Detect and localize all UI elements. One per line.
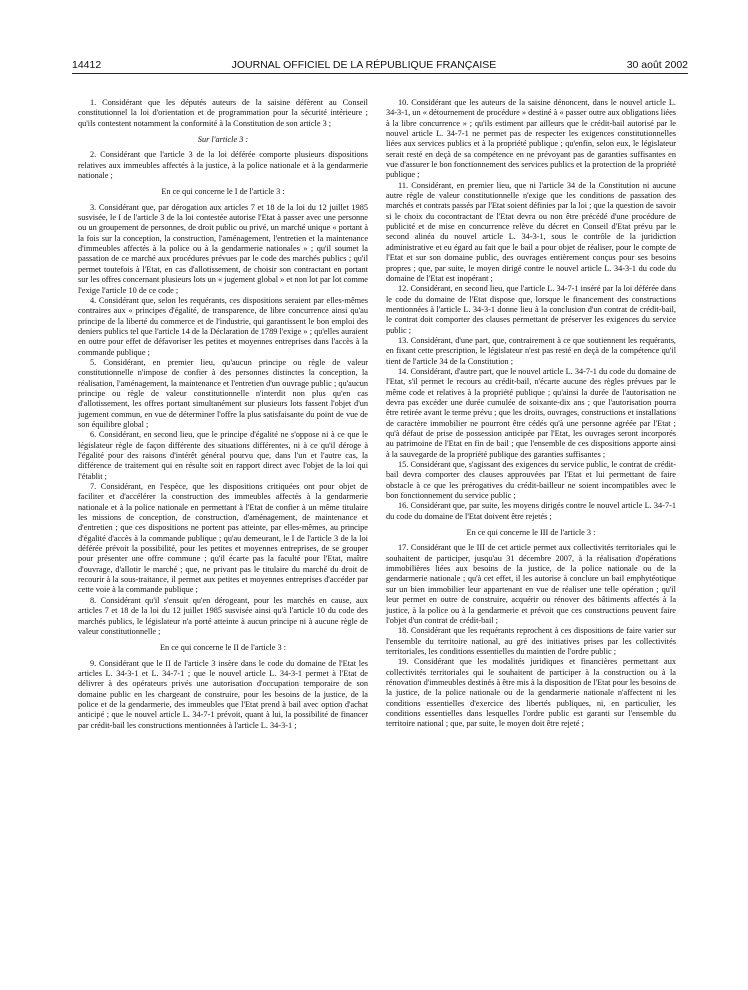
paragraph: 16. Considérant que, par suite, les moyens dirigés contre le nouvel article L. 34-7-1 du code du domaine de l'Etat doivent être rejetés ;: [386, 501, 676, 521]
paragraph: 5. Considérant, en premier lieu, qu'aucun principe ou règle de valeur constitutionnelle n'impose de confier à des personnes distinctes la conception, la réalisation, l'aménagement, la maintenance et l'entretien d'un ouvrage public ; qu'aucun principe ou règle de valeur constitutionnelle n'interdit non plus qu'en cas d'allotissement, les offres portant simultanément sur plusieurs lots fassent l'objet d'un jugement commun, en vue de déterminer l'offre la plus satisfaisante du point de vue de son équilibre global ;: [78, 357, 368, 429]
paragraph: 13. Considérant, d'une part, que, contrairement à ce que soutiennent les requérants, en fixant cette prescription, le législateur n'est pas resté en deçà de la compétence qu'il tient de l'article 34 de la Constitution ;: [386, 335, 676, 366]
section-heading: En ce qui concerne le I de l'article 3 :: [161, 187, 285, 197]
paragraph: 17. Considérant que le III de cet article permet aux collectivités territoriales qui le souhaitent de participer, jusqu'au 31 décembre 2007, à la réalisation d'opérations immobilières liées aux besoins de la justice, de la police nationale ou de la gendarmerie nationale ; qu'à cet effet, il les autorise à conclure un bail emphytéotique sur un bien immobilier leur appartenant en vue de réaliser une telle opération ; qu'il leur permet en outre de construire, acquérir ou rénover des bâtiments affectés à la justice, à la police ou à la gendarmerie et prévoit que ces constructions peuvent faire l'objet d'un contrat de crédit-bail ;: [386, 543, 676, 625]
page-header: [72, 53, 688, 74]
paragraph: 9. Considérant que le II de l'article 3 insère dans le code du domaine de l'Etat les articles L. 34-3-1 et L. 34-7-1 ; que le nouvel article L. 34-3-1 permet à l'Etat de délivrer à des opérateurs privés une autorisation d'occupation temporaire de son domaine public en les chargeant de construire, pour les besoins de la justice, de la police et de la gendarmerie, des immeubles que l'Etat prend à bail avec option d'achat anticipé ; que le nouvel article L. 34-7-1 prévoit, quant à lui, la possibilité de financer par crédit-bail les constructions mentionnées à l'article L. 34-3-1 ;: [78, 658, 368, 730]
paragraph: 2. Considérant que l'article 3 de la loi déférée comporte plusieurs dispositions relatives aux immeubles affectés à la justice, à la police nationale et à la gendarmerie nationale ;: [78, 150, 368, 181]
paragraph: 4. Considérant que, selon les requérants, ces dispositions seraient par elles-mêmes contraires aux « principes d'égalité, de transparence, de libre concurrence ainsi qu'au principe de la liberté du commerce et de l'industrie, qui garantissent le bon emploi des deniers publics tel que l'article 14 de la Déclaration de 1789 l'exige » ; qu'elles auraient en outre pour effet de défavoriser les petites et moyennes entreprises dans l'accès à la commande publique ;: [78, 295, 368, 357]
section-heading: En ce qui concerne le II de l'article 3 :: [159, 643, 287, 653]
paragraph: 15. Considérant que, s'agissant des exigences du service public, le contrat de crédit-bail devra comporter des clauses approuvées par l'Etat et lui permettant de faire obstacle à ce que les prérogatives du crédit-bailleur ne soient incompatibles avec le bon fonctionnement du service public ;: [386, 460, 676, 501]
paragraph: 14. Considérant, d'autre part, que le nouvel article L. 34-7-1 du code du domaine de l'Etat, s'il permet le recours au crédit-bail, n'écarte aucune des règles prévues par le même code et relatives à la propriété publique ; qu'ainsi la durée de l'autorisation ne devra pas excéder une durée cumulée de soixante-dix ans ; que l'autorisation pourra être retirée avant le terme prévu ; que les droits, ouvrages, constructions et installations de caractère immobilier ne pourront être cédés qu'à une personne agréée par l'Etat ; qu'à défaut de prise de possession anticipée par l'Etat, les ouvrages seront incorporés au patrimoine de l'Etat en fin de bail ; que l'ensemble de ces dispositions apporte ainsi à la sauvegarde de la propriété publique des garanties suffisantes ;: [386, 366, 676, 459]
page-number: 14412: [72, 59, 102, 71]
paragraph: 8. Considérant qu'il s'ensuit qu'en dérogeant, pour les marchés en cause, aux articles 7 et 18 de la loi du 12 juillet 1985 susvisée ainsi qu'à l'article 10 du code des marchés publics, le législateur n'a porté atteinte à aucun principe ni à aucune règle de valeur constitutionnelle ;: [78, 595, 368, 636]
left-column: [78, 98, 368, 731]
section-heading: En ce qui concerne le III de l'article 3 :: [466, 528, 596, 538]
paragraph: 18. Considérant que les requérants reprochent à ces dispositions de faire varier sur l'ensemble du territoire national, au gré des initiatives prises par les collectivités territoriales, les conditions essentielles du maintien de l'ordre public ;: [386, 626, 676, 656]
paragraph: 6. Considérant, en second lieu, que le principe d'égalité ne s'oppose ni à ce que le législateur règle de façon différente des situations différentes, ni à ce qu'il déroge à l'égalité pour des raisons d'intérêt général pourvu que, dans l'un et l'autre cas, la différence de traitement qui en résulte soit en rapport direct avec l'objet de la loi qui l'établit ;: [78, 430, 368, 481]
paragraph: 19. Considérant que les modalités juridiques et financières permettant aux collectivités territoriales qui le souhaitent de participer à la construction ou à la rénovation d'immeubles destinés à être mis à la disposition de l'Etat pour les besoins de la justice, de la police nationale ou de la gendarmerie nationale n'affectent ni les conditions essentielles d'exercice des libertés publiques, ni, en particulier, les conditions essentielles dans lesquelles l'ordre public est garanti sur l'ensemble du territoire national ; que, par suite, le moyen doit être rejeté ;: [386, 657, 676, 729]
section-heading: Sur l'article 3 :: [197, 135, 249, 145]
paragraph: 12. Considérant, en second lieu, que l'article L. 34-7-1 inséré par la loi déférée dans le code du domaine de l'Etat dispose que, lorsque le financement des constructions mentionnées à l'article L. 34-3-1 donne lieu à la conclusion d'un contrat de crédit-bail, le contrat doit comporter des clauses permettant de préserver les exigences du service public ;: [386, 284, 676, 335]
journal-title: JOURNAL OFFICIEL DE LA RÉPUBLIQUE FRANÇAISE: [231, 59, 497, 71]
issue-date: 30 août 2002: [626, 59, 688, 71]
paragraph: 3. Considérant que, par dérogation aux articles 7 et 18 de la loi du 12 juillet 1985 susvisée, le I de l'article 3 de la loi contestée autorise l'Etat à passer avec une personne ou un groupement de personnes, de droit public ou privé, un marché unique « portant à la fois sur la conception, la construction, l'aménagement, l'entretien et la maintenance d'immeubles affectés à la police ou à la gendarmerie nationales » ; qu'il soumet la passation de ce marché aux procédures prévues par le code des marchés publics ; qu'il permet toutefois à l'Etat, en cas d'allotissement, de choisir son contractant en portant sur les offres concernant plusieurs lots un « jugement global » et non lot par lot comme l'exige l'article 10 de ce code ;: [78, 202, 368, 295]
right-column: [386, 98, 676, 730]
paragraph: 1. Considérant que les députés auteurs de la saisine défèrent au Conseil constitutionnel la loi d'orientation et de programmation pour la sécurité intérieure ; qu'ils contestent notamment la conformité à la Constitution de son article 3 ;: [78, 98, 368, 128]
paragraph: 10. Considérant que les auteurs de la saisine dénoncent, dans le nouvel article L. 34-3-1, un « détournement de procédure » destiné à « passer outre aux obligations liées à la libre concurrence » ; qu'ils estiment par ailleurs que le crédit-bail autorisé par le nouvel article L. 34-7-1 ne permet pas de respecter les exigences constitutionnelles liées aux services publics et à la propriété publique ; qu'enfin, selon eux, le législateur serait resté en deçà de sa compétence en ne prévoyant pas de garanties suffisantes en vue d'assurer le bon fonctionnement des services publics et la protection de la propriété publique ;: [386, 98, 676, 180]
paragraph: 11. Considérant, en premier lieu, que ni l'article 34 de la Constitution ni aucune autre règle de valeur constitutionnelle n'exige que les conditions de passation des marchés et contrats passés par l'Etat soient définies par la loi ; que la question de savoir si le choix du cocontractant de l'Etat devra ou non être précédé d'une procédure de publicité et de mise en concurrence relève du décret en Conseil d'Etat prévu par le second alinéa du nouvel article L. 34-3-1, sous le contrôle de la juridiction administrative et eu égard au fait que le bail a pour objet de réaliser, pour le compte de l'Etat et sur son domaine public, des ouvrages entièrement conçus pour ses besoins propres ; que, par suite, le moyen dirigé contre le nouvel article L. 34-3-1 du code du domaine de l'Etat est inopérant ;: [386, 180, 676, 283]
paragraph: 7. Considérant, en l'espèce, que les dispositions critiquées ont pour objet de faciliter et d'accélérer la construction des immeubles affectés à la gendarmerie nationale et à la police nationale en permettant à l'Etat de confier à un même titulaire les missions de conception, de construction, d'aménagement, de maintenance et d'entretien ; que ces dispositions ne portent pas atteinte, par elles-mêmes, au principe d'égalité d'accès à la commande publique ; qu'au demeurant, le I de l'article 3 de la loi déférée prévoit la possibilité, pour les petites et moyennes entreprises, de se grouper pour présenter une offre commune ; qu'il écarte pas la faculté pour l'Etat, maître d'ouvrage, d'allotir le marché ; que, ne privant pas le titulaire du marché du droit de recourir à la sous-traitance, il permet aux petites et moyennes entreprises d'accéder par cette voie à la commande publique ;: [78, 482, 368, 595]
